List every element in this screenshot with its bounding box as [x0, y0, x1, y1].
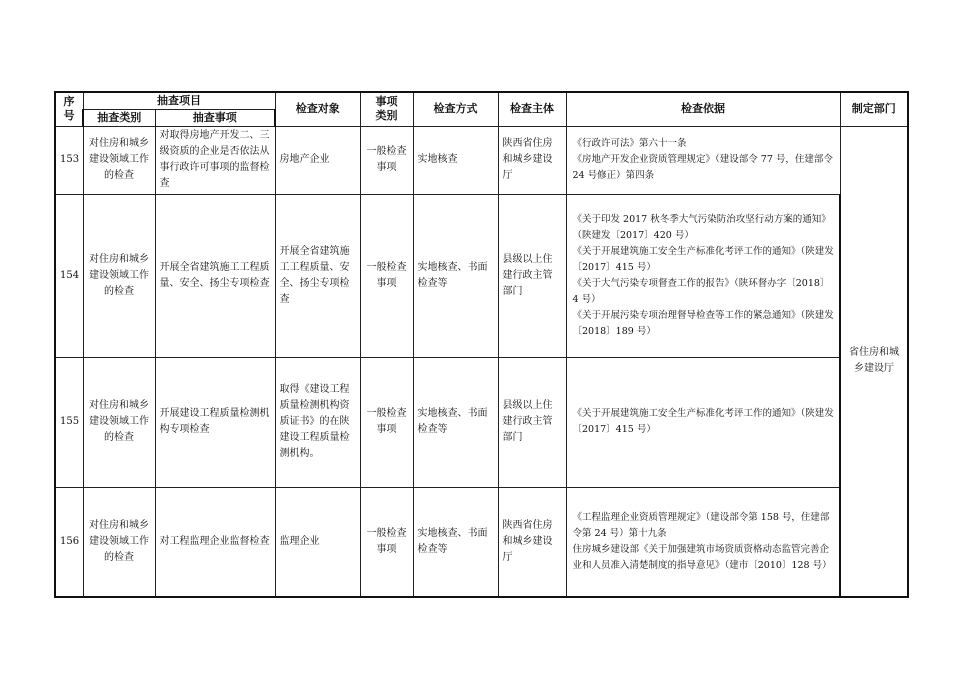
row-method: 实地核查 — [413, 126, 498, 194]
row-category: 对住房和城乡建设领域工作的检查 — [83, 194, 155, 357]
table-row — [55, 126, 908, 194]
header-basis: 检查依据 — [566, 92, 840, 126]
basis-line: 《关于大气污染专项督查工作的报告》（陕环督办字〔2018〕4 号） — [572, 277, 830, 305]
row-category: 对住房和城乡建设领域工作的检查 — [83, 357, 155, 487]
row-no: 153 — [55, 126, 83, 194]
row-basis — [566, 194, 840, 357]
row-subject: 陕西省住房和城乡建设厅 — [498, 487, 566, 597]
row-category: 对住房和城乡建设领域工作的检查 — [83, 487, 155, 597]
row-matter-category: 一般检查事项 — [360, 487, 413, 597]
table-row — [55, 357, 908, 487]
row-basis — [566, 487, 840, 597]
row-target: 监理企业 — [275, 487, 360, 597]
row-target: 开展全省建筑施工工程质量、安全、扬尘专项检查 — [275, 194, 360, 357]
row-subject: 县级以上住建行政主管部门 — [498, 194, 566, 357]
row-subject: 陕西省住房和城乡建设厅 — [498, 126, 566, 194]
table-row — [55, 194, 908, 357]
basis-line: 住房城乡建设部《关于加强建筑市场资质资格动态监管完善企业和人员准入清楚制度的指导意见》（建市〔2010〕128 号） — [572, 543, 832, 571]
basis-line: 《关于印发 2017 秋冬季大气污染防治攻坚行动方案的通知》（陕建发〔2017〕420 号） — [572, 213, 831, 241]
row-matter-category: 一般检查事项 — [360, 126, 413, 194]
row-category: 对住房和城乡建设领域工作的检查 — [83, 126, 155, 194]
row-no: 154 — [55, 194, 83, 357]
row-matter: 开展全省建筑施工工程质量、安全、扬尘专项检查 — [155, 194, 275, 357]
row-matter-category: 一般检查事项 — [360, 357, 413, 487]
basis-line: 《关于开展污染专项治理督导检查等工作的紧急通知》（陕建发〔2018〕189 号） — [572, 309, 834, 337]
table-row — [55, 487, 908, 597]
header-subject: 检查主体 — [498, 92, 566, 126]
basis-line: 《工程监理企业资质管理规定》（建设部令第 158 号，住建部令第 24 号）第十九条 — [572, 511, 830, 539]
row-target: 取得《建设工程质量检测机构资质证书》的在陕建设工程质量检测机构。 — [275, 357, 360, 487]
row-subject: 县级以上住建行政主管部门 — [498, 357, 566, 487]
basis-line: 《行政许可法》第六十一条 — [572, 138, 687, 149]
row-basis — [566, 126, 840, 194]
row-matter: 开展建设工程质量检测机构专项检查 — [155, 357, 275, 487]
row-basis — [566, 357, 840, 487]
basis-line: 《关于开展建筑施工安全生产标准化考评工作的通知》（陕建发〔2017〕415 号） — [572, 245, 834, 273]
header-dept: 制定部门 — [840, 92, 908, 126]
row-method: 实地核查、书面检查等 — [413, 194, 498, 357]
row-matter: 对取得房地产开发二、三级资质的企业是否依法从事行政许可事项的监督检查 — [155, 126, 275, 194]
header-sampling-matter: 抽查事项 — [155, 109, 275, 126]
row-method: 实地核查、书面检查等 — [413, 487, 498, 597]
row-method: 实地核查、书面检查等 — [413, 357, 498, 487]
header-matter-category: 事项类别 — [360, 92, 413, 126]
header-no: 序号 — [55, 92, 83, 126]
row-target: 房地产企业 — [275, 126, 360, 194]
department-cell: 省住房和城乡建设厅 — [840, 126, 908, 597]
basis-line: 《房地产开发企业资质管理规定》（建设部令 77 号，住建部令 24 号修正）第四条 — [572, 154, 833, 181]
row-matter: 对工程监理企业监督检查 — [155, 487, 275, 597]
row-no: 156 — [55, 487, 83, 597]
row-no: 155 — [55, 357, 83, 487]
row-matter-category: 一般检查事项 — [360, 194, 413, 357]
header-target: 检查对象 — [275, 92, 360, 126]
basis-line: 《关于开展建筑施工安全生产标准化考评工作的通知》（陕建发〔2017〕415 号） — [572, 408, 834, 435]
inspection-table — [54, 91, 909, 598]
header-method: 检查方式 — [413, 92, 498, 126]
header-sampling-category: 抽查类别 — [83, 109, 155, 126]
header-sampling-item: 抽查项目 — [83, 92, 275, 109]
